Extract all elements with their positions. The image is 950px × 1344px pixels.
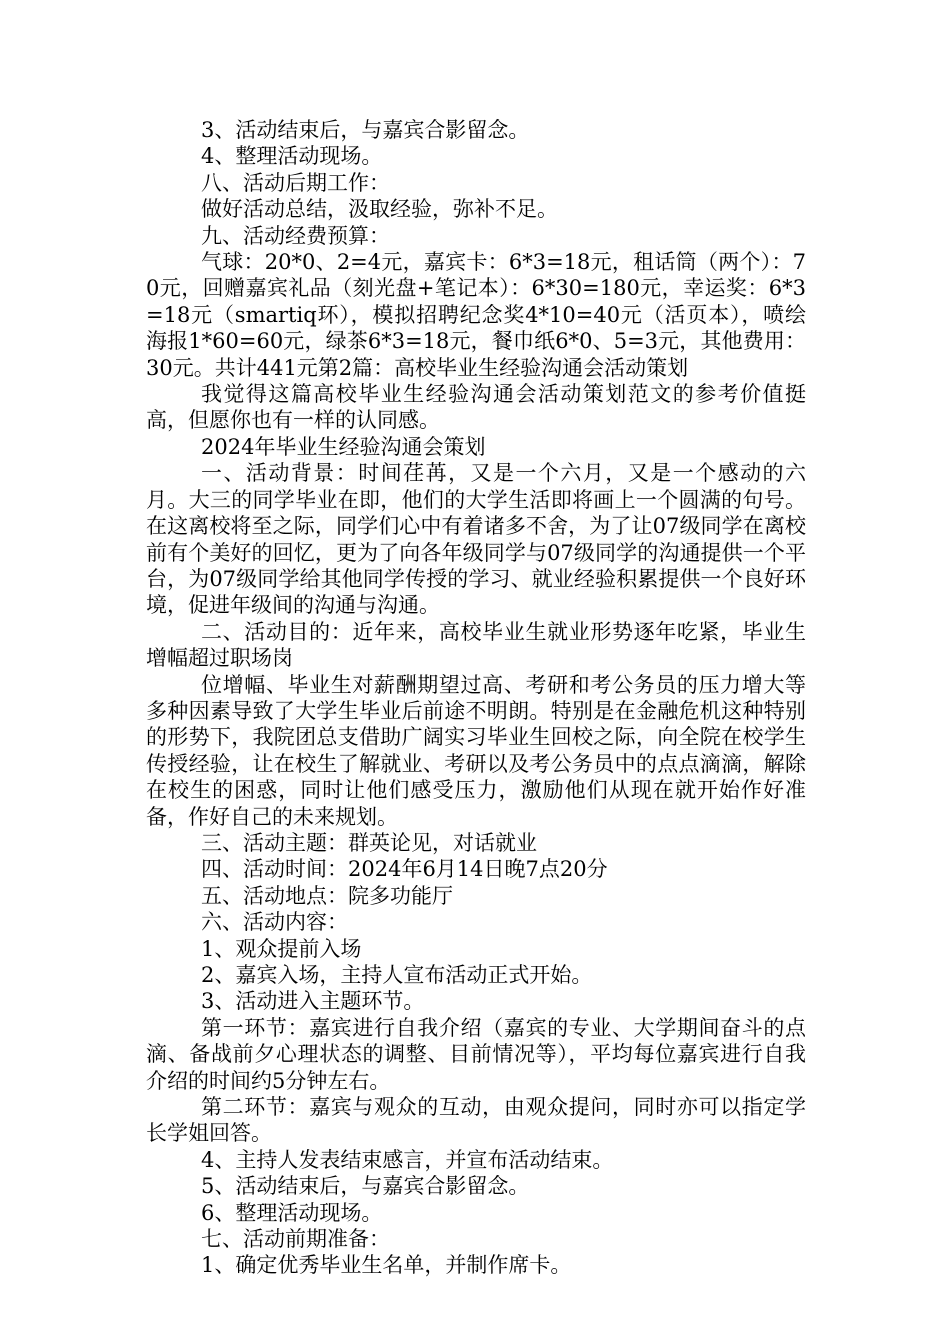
section-heading: 三、活动主题：群英论见，对话就业 (201, 830, 537, 855)
section-heading: 九、活动经费预算： (201, 223, 390, 248)
list-item: 4、主持人发表结束感言，并宣布活动结束。 (201, 1147, 614, 1172)
paragraph: 3、活动结束后，与嘉宾合影留念。 (201, 118, 530, 142)
section-heading: 七、活动前期准备： (201, 1227, 390, 1252)
list-item: 1、观众提前入场 (201, 936, 362, 961)
paragraph: 二、活动目的：近年来，高校毕业生就业形势逐年吃紧，毕业生增幅超过职场岗 (146, 619, 806, 671)
paragraph: 我觉得这篇高校毕业生经验沟通会活动策划范文的参考价值挺高，但愿你也有一样的认同感。 (146, 382, 806, 433)
paragraph: 4、整理活动现场。 (201, 144, 383, 169)
list-item: 6、整理活动现场。 (201, 1200, 383, 1225)
list-item: 3、活动进入主题环节。 (201, 989, 425, 1014)
section-heading: 五、活动地点：院多功能厅 (201, 883, 453, 908)
document-title: 2024年毕业生经验沟通会策划 (201, 434, 486, 459)
paragraph: 第二环节：嘉宾与观众的互动，由观众提问，同时亦可以指定学长学姐回答。 (146, 1095, 806, 1146)
list-item: 2、嘉宾入场，主持人宣布活动正式开始。 (201, 963, 593, 987)
paragraph: 一、活动背景：时间荏苒，又是一个六月，又是一个感动的六月。大三的同学毕业在即，他们的大学生活即将画上一个圆满的句号。在这离校将至之际，同学们心中有着诸多不舍，为了让07级同学在离校前有个美好的回忆，更为了向各年级同学与07级同学的沟通提供一个平台，为07级同学给其他同学传授的学习、就业经验积累提供一个良好环境，促进年级间的沟通与沟通。 (146, 461, 806, 618)
section-heading: 八、活动后期工作： (201, 170, 390, 195)
paragraph: 第一环节：嘉宾进行自我介绍（嘉宾的专业、大学期间奋斗的点滴、备战前夕心理状态的调整、目前情况等），平均每位嘉宾进行自我介绍的时间约5分钟左右。 (146, 1015, 806, 1093)
document-body (146, 117, 806, 1279)
list-item: 1、确定优秀毕业生名单，并制作席卡。 (201, 1253, 572, 1278)
paragraph: 位增幅、毕业生对薪酬期望过高、考研和考公务员的压力增大等多种因素导致了大学生毕业后前途不明朗。特别是在金融危机这种特别的形势下，我院团总支借助广阔实习毕业生回校之际，向全院在校学生传授经验，让在校生了解就业、考研以及考公务员中的点点滴滴，解除在校生的困惑，同时让他们感受压力，激励他们从现在就开始作好准备，作好自己的未来规划。 (146, 672, 806, 829)
section-heading: 四、活动时间：2024年6月14日晚7点20分 (201, 857, 608, 882)
section-heading: 六、活动内容： (201, 910, 348, 935)
paragraph: 气球：20*0、2=4元，嘉宾卡：6*3=18元，租话筒（两个）：70元，回赠嘉宾礼品（刻光盘+笔记本）：6*30=180元，幸运奖：6*3=18元（smartiq环），模拟招聘纪念奖4*10=40元（活页本），喷绘海报1*60=60元，绿茶6*3=18元，餐巾纸6*0、5=3元，其他费用：30元。共计441元第2篇：高校毕业生经验沟通会活动策划 (146, 250, 806, 380)
list-item: 5、活动结束后，与嘉宾合影留念。 (201, 1174, 530, 1199)
paragraph: 做好活动总结，汲取经验，弥补不足。 (201, 197, 558, 222)
